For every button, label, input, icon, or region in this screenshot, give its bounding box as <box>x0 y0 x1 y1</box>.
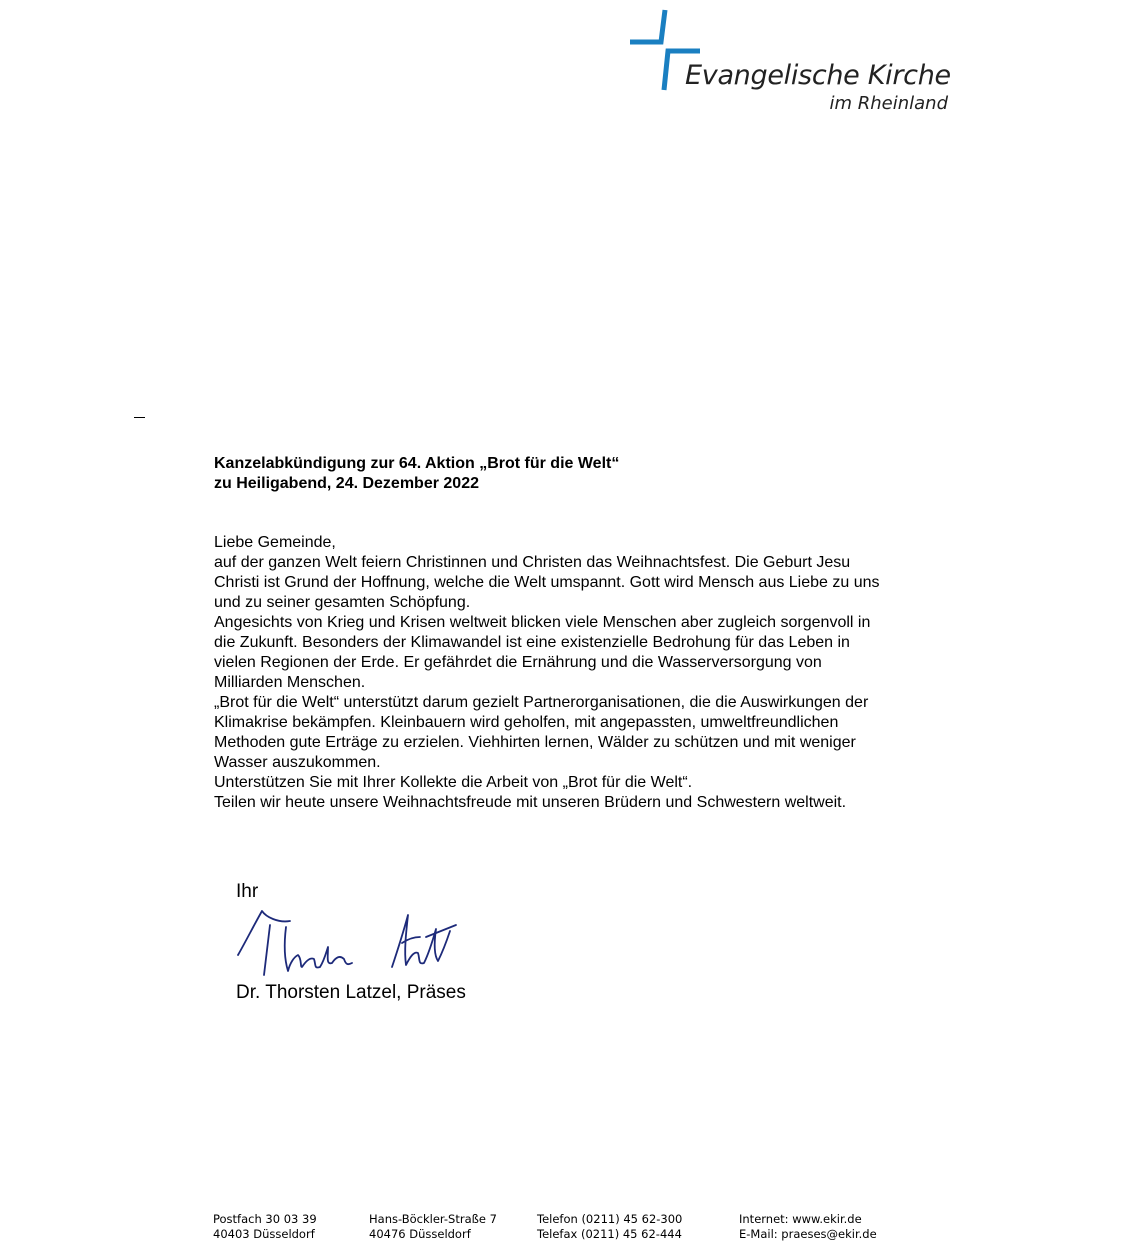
body-line: Christi ist Grund der Hoffnung, welche die Welt umspannt. Gott wird Mensch aus Liebe zu uns <box>214 574 880 591</box>
letter-body <box>214 533 954 813</box>
footer-line: 40476 Düsseldorf <box>369 1227 471 1241</box>
footer-line: Postfach 30 03 39 <box>213 1212 317 1226</box>
body-line: Angesichts von Krieg und Krisen weltweit blicken viele Menschen aber zugleich sorgenvoll in <box>214 614 871 631</box>
signer-name: Dr. Thorsten Latzel, Präses <box>236 982 466 1003</box>
body-line: Teilen wir heute unsere Weihnachtsfreude mit unseren Brüdern und Schwestern weltweit. <box>214 794 847 811</box>
heading-line-2: zu Heiligabend, 24. Dezember 2022 <box>214 475 479 492</box>
church-logo <box>628 8 958 118</box>
fold-mark <box>134 417 145 418</box>
footer-line: 40403 Düsseldorf <box>213 1227 315 1241</box>
footer-line: Telefon (0211) 45 62-300 <box>537 1212 683 1226</box>
body-line: Methoden gute Erträge zu erzielen. Viehhirten lernen, Wälder zu schützen und mit weniger <box>214 734 856 751</box>
footer-line: Internet: www.ekir.de <box>739 1212 862 1226</box>
body-line: Unterstützen Sie mit Ihrer Kollekte die Arbeit von „Brot für die Welt“. <box>214 774 693 791</box>
body-line: die Zukunft. Besonders der Klimawandel ist eine existenzielle Bedrohung für das Leben in <box>214 634 850 651</box>
body-line: Milliarden Menschen. <box>214 674 366 691</box>
body-line: Liebe Gemeinde, <box>214 534 336 551</box>
body-line: auf der ganzen Welt feiern Christinnen und Christen das Weihnachtsfest. Die Geburt Jesu <box>214 554 851 571</box>
body-line: Wasser auszukommen. <box>214 754 381 771</box>
heading-line-1: Kanzelabkündigung zur 64. Aktion „Brot für die Welt“ <box>214 455 620 472</box>
body-line: Klimakrise bekämpfen. Kleinbauern wird geholfen, mit angepassten, umweltfreundlichen <box>214 714 839 731</box>
footer-street-address <box>369 1212 497 1242</box>
footer-postal-address <box>213 1212 317 1242</box>
logo-subtitle: im Rheinland <box>829 93 948 114</box>
logo-name: Evangelische Kirche <box>685 60 951 91</box>
footer-line: E-Mail: praeses@ekir.de <box>739 1227 877 1241</box>
footer-line: Telefax (0211) 45 62-444 <box>537 1227 682 1241</box>
body-line: und zu seiner gesamten Schöpfung. <box>214 594 471 611</box>
handwritten-signature <box>232 903 462 981</box>
footer-phone <box>537 1212 682 1242</box>
body-line: „Brot für die Welt“ unterstützt darum gezielt Partnerorganisationen, die die Auswirkungen der <box>214 694 869 711</box>
footer-contact <box>739 1212 877 1242</box>
footer-line: Hans-Böckler-Straße 7 <box>369 1212 497 1226</box>
closing-salutation: Ihr <box>236 881 259 902</box>
body-line: vielen Regionen der Erde. Er gefährdet die Ernährung und die Wasserversorgung von <box>214 654 822 671</box>
document-heading <box>214 454 619 494</box>
